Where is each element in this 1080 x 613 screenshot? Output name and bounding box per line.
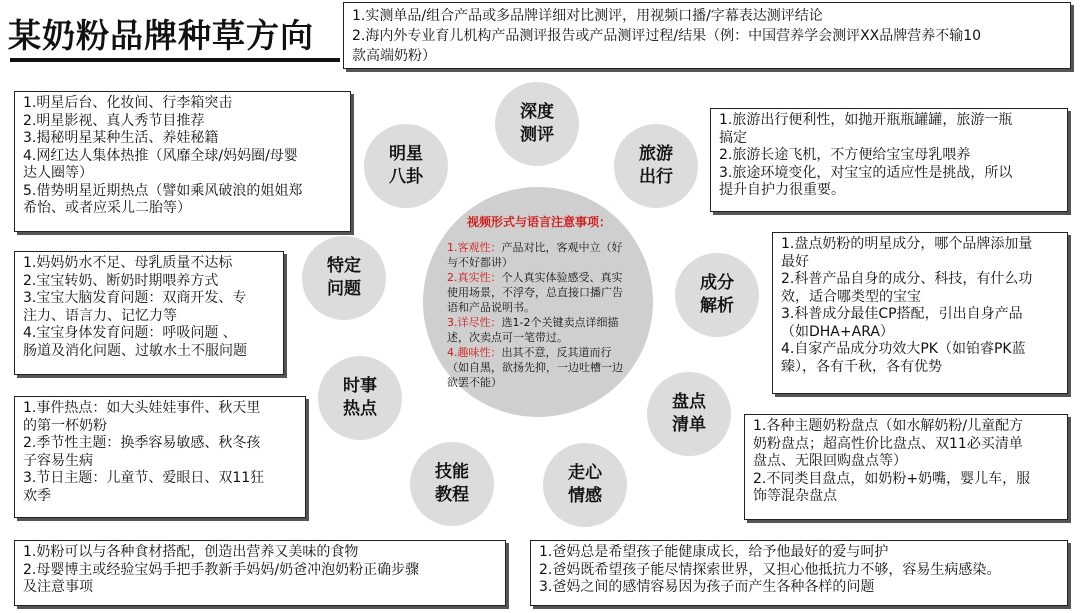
center-item-text: 出其不意，反其道而行（如自黑，欲扬先抑，一边吐槽一边欲罢不能） [447, 346, 623, 389]
title-underline [10, 58, 340, 62]
box-line: 2.不同类目盘点，如奶粉+奶嘴，婴儿车，服 [753, 470, 1031, 487]
circle-chengfen [675, 253, 759, 337]
circle-label: 盘点 清单 [672, 392, 706, 435]
box-line: 1.事件热点：如大头娃娃事件、秋天里 [23, 400, 261, 416]
box-line: 2.母婴博主或经验宝妈手把手教新手妈妈/奶爸冲泡奶粉正确步骤 [23, 561, 420, 578]
circle-label: 走心 情感 [568, 463, 602, 506]
box-line: 注力、语言力、记忆力等 [23, 307, 177, 324]
box-teding [14, 251, 284, 375]
box-line: （如DHA+ARA） [781, 323, 894, 340]
circle-shendu [495, 82, 579, 166]
box-line: 5.借势明星近期热点（譬如乘风破浪的姐姐郑 [23, 182, 303, 199]
box-line: 3.宝宝大脑发育问题：双商开发、专 [23, 290, 247, 306]
box-line: 2.旅游长途飞机，不方便给宝宝母乳喂养 [719, 147, 971, 163]
box-line: 奶粉盘点；超高性价比盘点、双11必买清单 [753, 435, 1023, 452]
center-notes-circle [423, 187, 653, 417]
box-line: 希怡、或者应采儿二胎等） [23, 200, 191, 216]
box-line: 及注意事项 [23, 579, 93, 595]
center-item-label: 3.详尽性： [447, 316, 502, 329]
box-lvyou [710, 108, 1068, 212]
box-jineng [14, 540, 506, 606]
box-line: 3.爸妈之间的感情容易因为孩子而产生各种各样的问题 [539, 579, 875, 595]
box-line: 4.自家产品成分功效大PK（如铂睿PK蓝 [781, 341, 1026, 357]
circle-pandian [647, 372, 731, 456]
center-item [447, 345, 631, 390]
box-line: 达人圈等） [23, 165, 93, 181]
top-box-line: 款高端奶粉） [352, 48, 436, 64]
circle-label: 明星 八卦 [389, 144, 423, 187]
box-line: 饰等混杂盘点 [753, 488, 837, 504]
center-item [447, 240, 631, 270]
box-line: 2.科普产品自身的成分、科技，有什么功 [781, 271, 1033, 287]
box-mingxing [14, 91, 351, 232]
center-item-text: 个人真实体验感受、真实使用场景，不浮夸，总直接口播广告语和产品说明书。 [447, 271, 623, 314]
box-line: 提升自护力很重要。 [719, 182, 845, 198]
top-info-box [343, 2, 1071, 69]
center-item-label: 4.趣味性： [447, 346, 502, 359]
circle-label: 时事 热点 [343, 376, 377, 419]
box-line: 3.旅途环境变化，对宝宝的适应性是挑战，所以 [719, 164, 1013, 181]
box-line: 2.季节性主题：换季容易敏感、秋冬孩 [23, 435, 261, 451]
box-line: 效，适合哪类型的宝宝 [781, 288, 921, 305]
box-line: 1.盘点奶粉的明星成分，哪个品牌添加量 [781, 236, 1033, 252]
box-line: 的第一杯奶粉 [23, 417, 107, 434]
box-line: 搞定 [719, 129, 747, 146]
box-chengfen [772, 232, 1068, 394]
circle-label: 特定 问题 [327, 256, 361, 299]
top-box-line: 2.海内外专业育儿机构产品测评报告或产品测评过程/结果（例：中国营养学会测评XX品牌营养不输10 [352, 28, 982, 44]
page-title: 某奶粉品牌种草方向 [8, 16, 314, 55]
box-line: 1.妈妈奶水不足、母乳质量不达标 [23, 255, 233, 271]
box-pandian [744, 414, 1068, 520]
box-line: 1.奶粉可以与各种食材搭配，创造出营养又美味的食物 [23, 544, 359, 560]
box-line: 1.各种主题奶粉盘点（如水解奶粉/儿童配方 [753, 418, 1024, 434]
box-line: 3.节日主题：儿童节、爱眼日、双11狂 [23, 470, 265, 486]
center-item [447, 270, 631, 315]
box-shishi [14, 396, 306, 518]
circle-lvyou [614, 124, 698, 208]
box-line: 臻），各有千秋，各有优势 [781, 358, 942, 375]
center-heading: 视频形式与语言注意事项： [466, 215, 611, 229]
circle-zouxin [543, 443, 627, 527]
box-line: 2.宝宝转奶、断奶时期喂养方式 [23, 272, 219, 289]
box-line: 肠道及消化问题、过敏水土不服问题 [23, 342, 247, 359]
box-zouxin [530, 540, 1068, 606]
center-item-text: 选1-2个关键卖点详细描述，次卖点可一笔带过。 [447, 316, 619, 344]
box-line: 欢季 [23, 487, 51, 504]
circle-shishi [318, 356, 402, 440]
center-item-label: 2.真实性： [447, 271, 502, 284]
circle-label: 技能 教程 [435, 462, 469, 505]
center-item-label: 1.客观性： [447, 241, 502, 254]
box-line: 盘点、无限回购盘点等） [753, 453, 907, 469]
box-line: 4.网红达人集体热推（风靡全球/妈妈圈/母婴 [23, 147, 298, 164]
circle-label: 旅游 出行 [639, 144, 673, 187]
box-line: 3.揭秘明星某种生活、养娃秘籍 [23, 130, 219, 146]
box-line: 2.明星影视、真人秀节目推荐 [23, 112, 205, 129]
circle-label: 深度 测评 [520, 102, 554, 145]
circle-jineng [410, 442, 494, 526]
box-line: 3.科普成分最佳CP搭配，引出自身产品 [781, 306, 1023, 322]
center-item-text: 产品对比，客观中立（好与不好都讲） [447, 241, 623, 269]
box-line: 1.爸妈总是希望孩子能健康成长，给予他最好的爱与呵护 [539, 544, 889, 560]
box-line: 2.爸妈既希望孩子能尽情探索世界，又担心他抵抗力不够，容易生病感染。 [539, 561, 1001, 578]
box-line: 1.明星后台、化妆间、行李箱突击 [23, 95, 233, 111]
circle-mingxing [364, 124, 448, 208]
box-line: 1.旅游出行便利性，如抛开瓶瓶罐罐，旅游一瓶 [719, 112, 1013, 128]
box-line: 最好 [781, 253, 809, 270]
box-line: 子容易生病 [23, 452, 93, 469]
top-box-line: 1.实测单品/组合产品或多品牌详细对比测评，用视频口播/字幕表达测评结论 [352, 8, 823, 24]
center-item [447, 315, 631, 345]
box-line: 4.宝宝身体发育问题：呼吸问题 、 [23, 325, 237, 341]
circle-teding [302, 236, 386, 320]
circle-label: 成分 解析 [700, 273, 734, 316]
